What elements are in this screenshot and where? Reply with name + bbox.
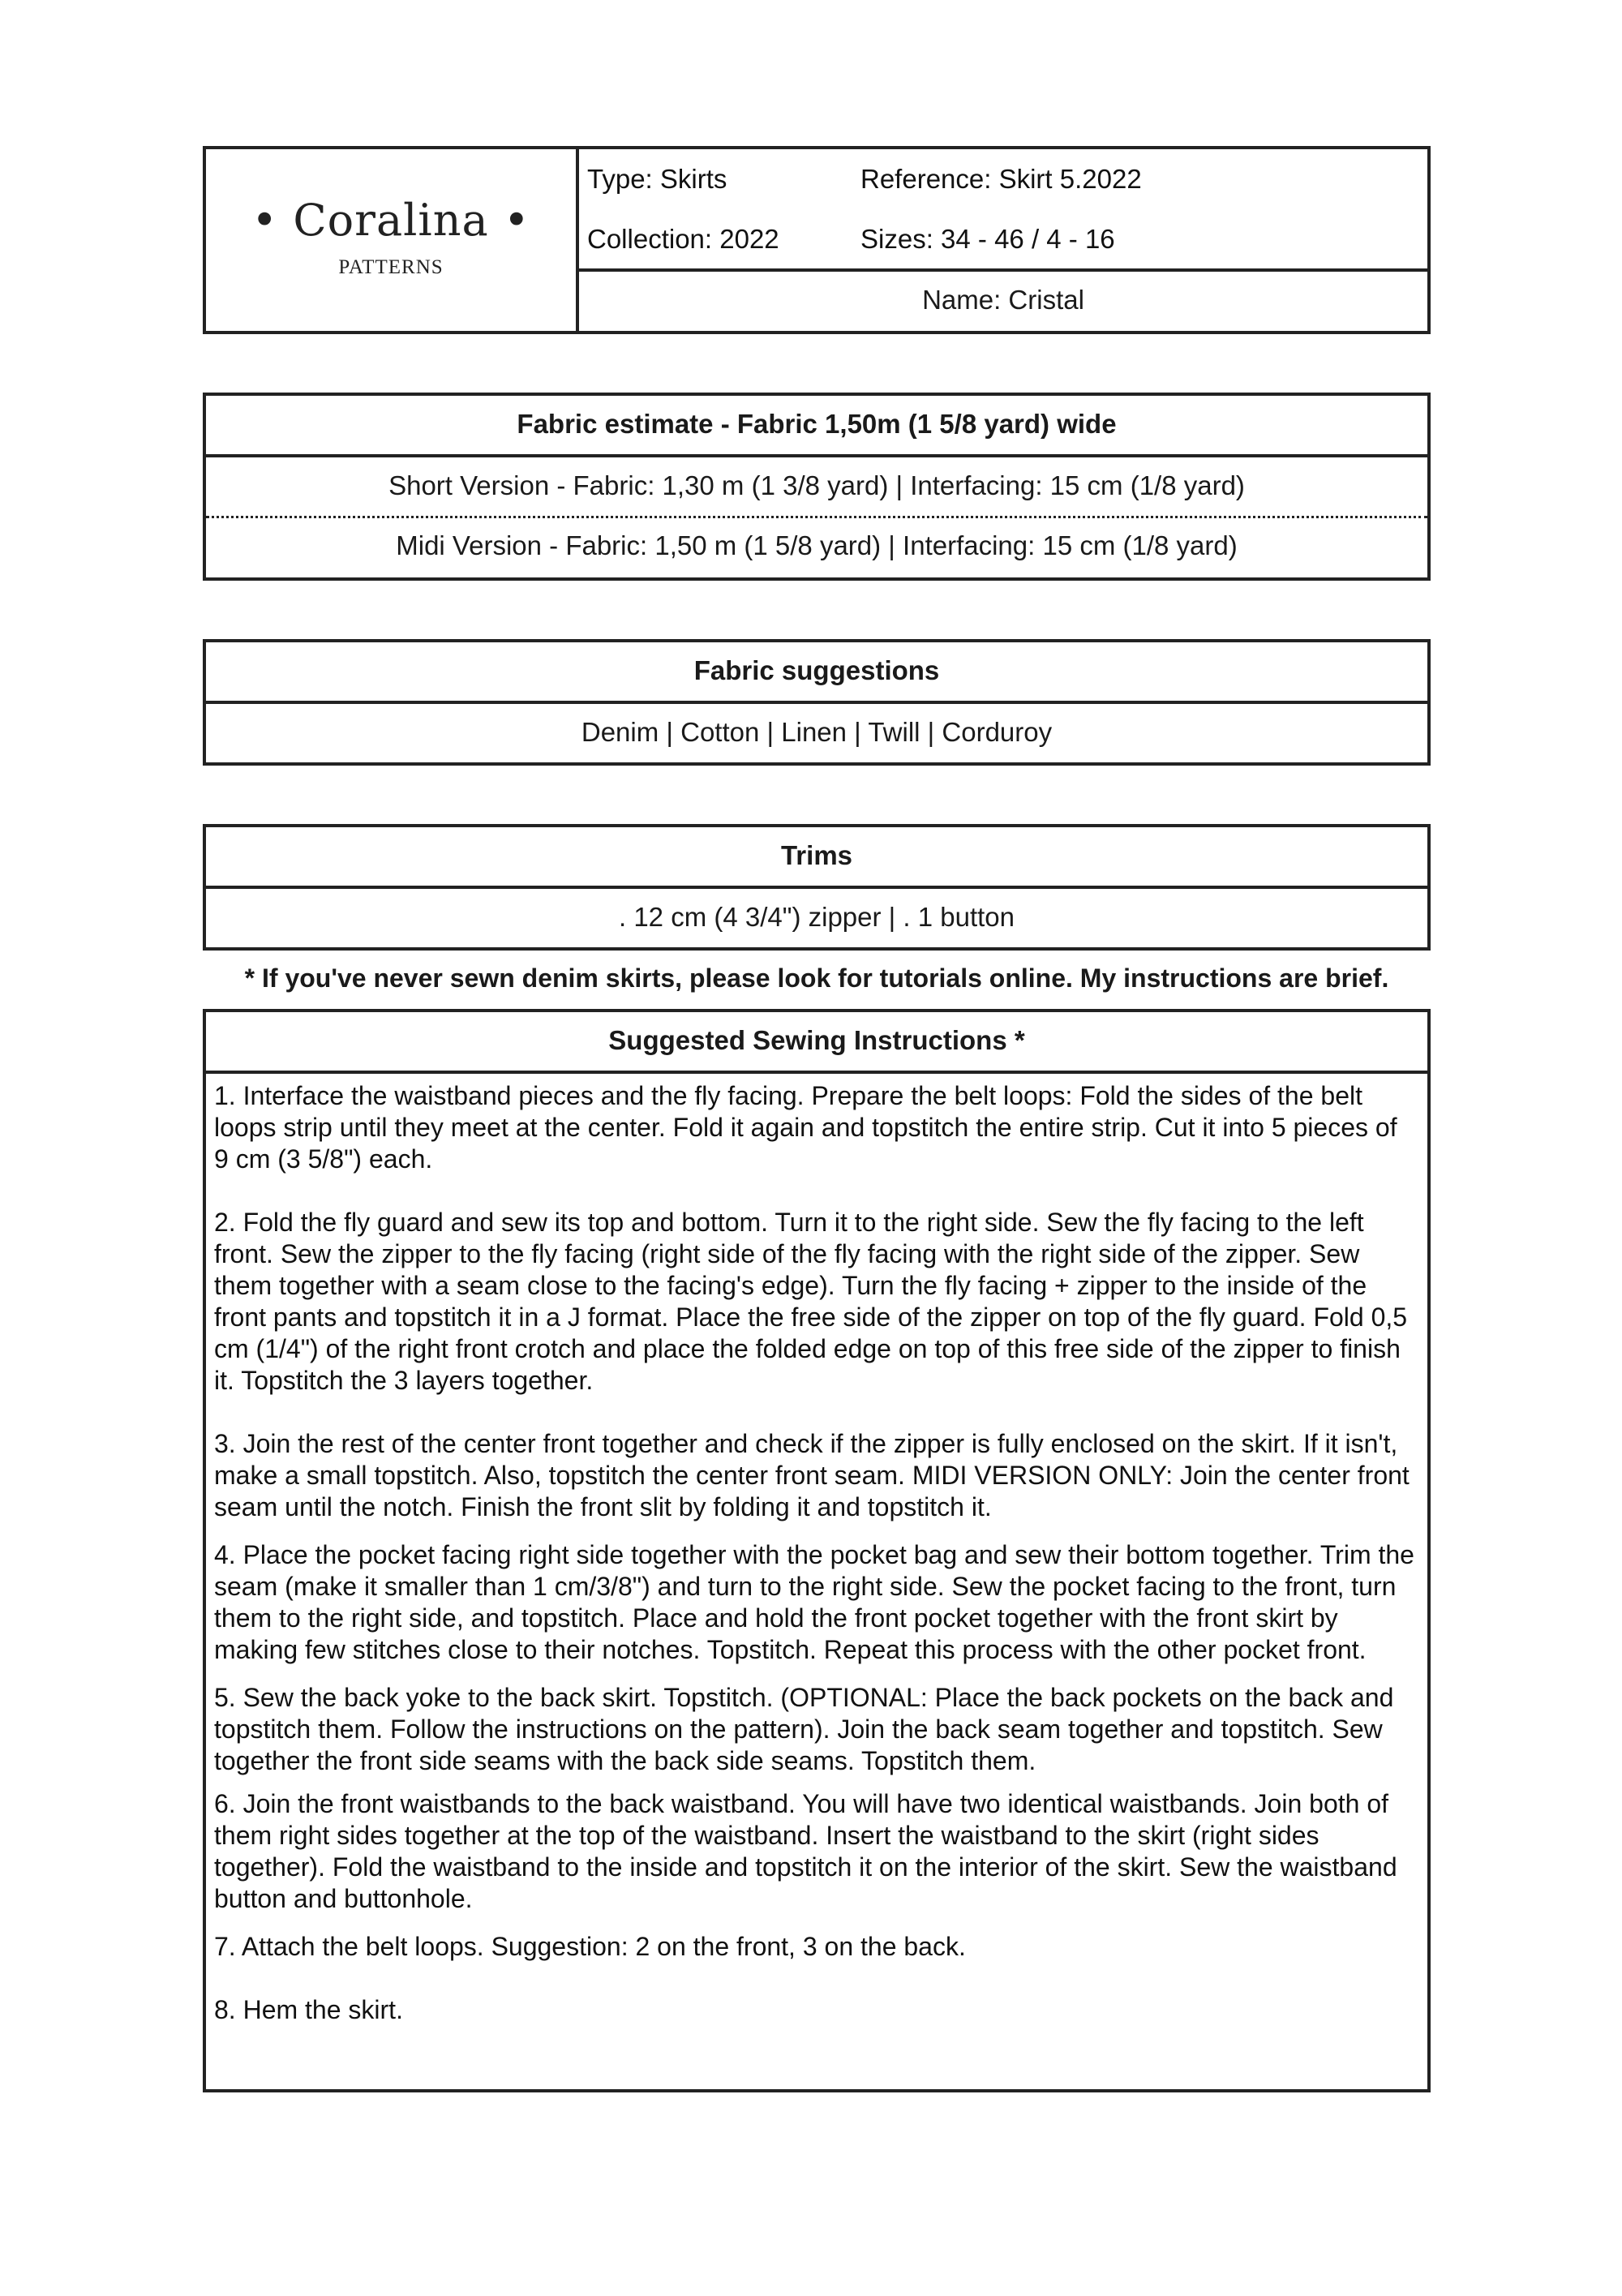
tutorial-note: * If you've never sewn denim skirts, please look for tutorials online. My instructions are brief. <box>244 963 1389 993</box>
trims-list: . 12 cm (4 3/4") zipper | . 1 button <box>618 902 1015 932</box>
sewing-step-1: 1. Interface the waistband pieces and the fly facing. Prepare the belt loops: Fold the sides of the belt loops strip until they meet at the center. Fold it again and topstitch the entire strip. Cut it into 5 pieces of 9 cm (3 5/8") each. <box>214 1081 1397 1174</box>
pattern-name: Name: Cristal <box>922 285 1084 315</box>
name-cell <box>579 272 1427 331</box>
sewing-step-8: 8. Hem the skirt. <box>214 1995 403 2024</box>
fabric-suggestions-title: Fabric suggestions <box>693 655 940 685</box>
midi-version-estimate: Midi Version - Fabric: 1,50 m (1 5/8 yard) | Interfacing: 15 cm (1/8 yard) <box>396 530 1238 560</box>
sewing-step-6: 6. Join the front waistbands to the back waistband. You will have two identical waistbands. Join both of them right sides together at the top of the waistband. Insert the waistband to the skirt (right sides together). Fold the waistband to the inside and topstitch it on the interior of the skirt. Sew the waistband button and buttonhole. <box>214 1789 1397 1913</box>
fabric-estimate-title: Fabric estimate - Fabric 1,50m (1 5/8 yard) wide <box>517 409 1117 439</box>
divider <box>206 1071 1427 1074</box>
fabric-suggestions-table <box>203 639 1431 766</box>
meta-cell <box>579 149 1427 272</box>
sewing-step-2: 2. Fold the fly guard and sew its top and bottom. Turn it to the right side. Sew the fly facing to the left front. Sew the zipper to the fly facing (right side of the fly facing with the right side of the zipper. Sew them together with a seam close to the facing's edge). Turn the fly facing + zipper to the inside of the front pants and topstitch it in a J format. Place the free side of the zipper on top of the fly guard. Fold 0,5 cm (1/4") of the right front crotch and place the folded edge on top of this free side of the zipper to finish it. Topstitch the 3 layers together. <box>214 1208 1408 1395</box>
sewing-step-3: 3. Join the rest of the center front together and check if the zipper is fully enclosed on the skirt. If it isn't, make a small topstitch. Also, topstitch the center front seam. MIDI VERSION ONLY: Join the center front seam until the notch. Finish the front slit by folding it and topstitch it. <box>214 1429 1410 1521</box>
sizes-label: Sizes: 34 - 46 / 4 - 16 <box>860 224 1115 254</box>
divider <box>206 701 1427 704</box>
short-version-estimate: Short Version - Fabric: 1,30 m (1 3/8 yard) | Interfacing: 15 cm (1/8 yard) <box>388 470 1245 500</box>
brand-logo-subtitle: PATTERNS <box>338 256 444 278</box>
sewing-instructions-table <box>203 1009 1431 2092</box>
fabric-suggestions-list: Denim | Cotton | Linen | Twill | Corduroy <box>581 717 1053 747</box>
type-label: Type: Skirts <box>587 164 727 194</box>
dotted-divider <box>206 516 1427 518</box>
trims-table <box>203 824 1431 951</box>
sewing-steps <box>214 1080 1418 2026</box>
logo-cell <box>206 149 579 331</box>
pattern-header <box>203 146 1431 334</box>
divider <box>206 454 1427 457</box>
collection-label: Collection: 2022 <box>587 224 779 254</box>
sewing-step-5: 5. Sew the back yoke to the back skirt. Topstitch. (OPTIONAL: Place the back pockets on the back and topstitch them. Follow the instructions on the pattern). Join the back seam together and topstitch. Sew together the front side seams with the back side seams. Topstitch them. <box>214 1683 1394 1775</box>
trims-title: Trims <box>780 840 853 870</box>
brand-logo-name: • Coralina • <box>251 195 530 246</box>
reference-label: Reference: Skirt 5.2022 <box>860 164 1142 194</box>
sewing-instructions-title: Suggested Sewing Instructions * <box>608 1025 1025 1055</box>
divider <box>206 886 1427 889</box>
sewing-step-7: 7. Attach the belt loops. Suggestion: 2 on the front, 3 on the back. <box>214 1932 966 1961</box>
fabric-estimate-table <box>203 393 1431 581</box>
sewing-step-4: 4. Place the pocket facing right side together with the pocket bag and sew their bottom together. Trim the seam (make it smaller than 1 cm/3/8") and turn to the right side. Sew the pocket facing to the front, turn them to the right side, and topstitch. Place and hold the front pocket together with the front skirt by making few stitches close to their notches. Topstitch. Repeat this process with the other pocket front. <box>214 1540 1414 1664</box>
